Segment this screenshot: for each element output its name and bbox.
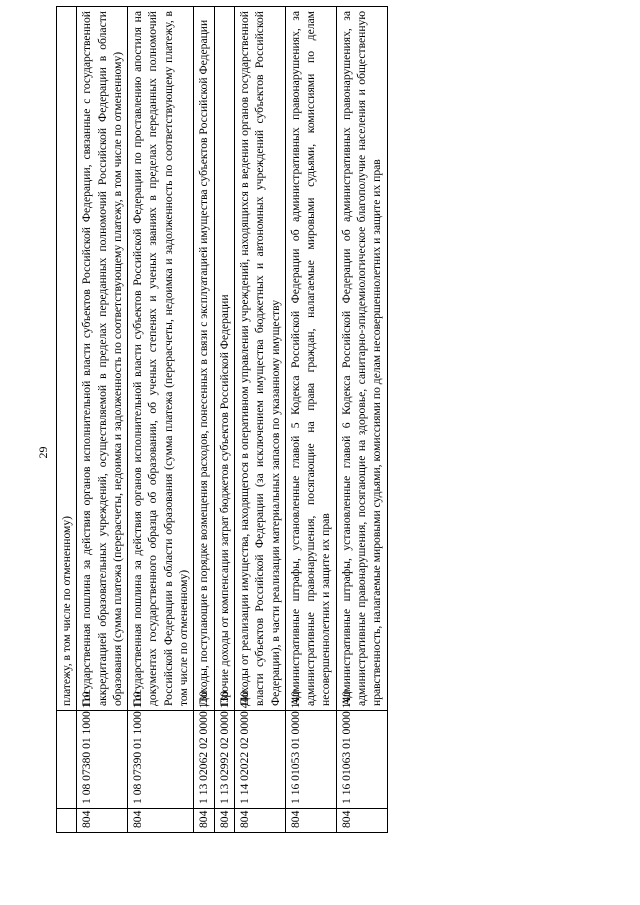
budget-code-cell: 1 16 01063 01 0000 140 bbox=[336, 711, 387, 809]
admin-code-cell: 804 bbox=[285, 809, 336, 833]
table-row-continuation bbox=[57, 7, 77, 833]
table-row bbox=[77, 7, 128, 833]
budget-code-cell: 1 16 01053 01 0000 140 bbox=[285, 711, 336, 809]
admin-code-cell: 804 bbox=[194, 809, 214, 833]
admin-code-cell: 804 bbox=[336, 809, 387, 833]
budget-code-cell: 1 08 07390 01 1000 110 bbox=[128, 711, 194, 809]
budget-codes-table bbox=[56, 6, 388, 833]
description-cell: Доходы, поступающие в порядке возмещения расходов, понесенных в связи с эксплуатацией имущества субъектов Российской Федерации bbox=[194, 7, 214, 711]
table-row bbox=[128, 7, 194, 833]
admin-code-cell: 804 bbox=[128, 809, 194, 833]
page-number: 29 bbox=[36, 446, 50, 459]
description-cell: Государственная пошлина за действия органов исполнительной власти субъектов Российской Федерации по проставлению апостиля на документах государственного образца об образовании, об ученых степенях и ученых званиях в пределах переданных полномочий Российской Федерации в области образования (сумма платежа (перерасчеты, недоимка и задолженность по соответствующему платежу, в том числе по отмененному) bbox=[128, 7, 194, 711]
table-row bbox=[336, 7, 387, 833]
budget-code-cell: 1 14 02022 02 0000 440 bbox=[234, 711, 285, 809]
table-cell-empty bbox=[57, 711, 77, 809]
continuation-text: платежу, в том числе по отмененному) bbox=[57, 7, 77, 711]
description-cell: Прочие доходы от компенсации затрат бюджетов субъектов Российской Федерации bbox=[214, 7, 234, 711]
description-cell: Государственная пошлина за действия органов исполнительной власти субъектов Российской Федерации, связанные с государственной аккредитацией образовательных учреждений, осуществляемой в пределах переданных полномочий Российской Федерации в области образования (сумма платежа (перерасчеты, недоимка и задолженность по соответствующему платежу, в том числе по отмененному) bbox=[77, 7, 128, 711]
budget-code-cell: 1 13 02062 02 0000 130 bbox=[194, 711, 214, 809]
description-cell: Административные штрафы, установленные главой 6 Кодекса Российской Федерации об административных правонарушениях, за административные правонарушения, посягающие на здоровье, санитарно-эпидемиологическое благополучие населения и общественную нравственность, налагаемые мировыми судьями, комиссиями по делам несовершеннолетних и защите их прав bbox=[336, 7, 387, 711]
table-row bbox=[234, 7, 285, 833]
table-cell-empty bbox=[57, 809, 77, 833]
budget-code-cell: 1 08 07380 01 1000 110 bbox=[77, 711, 128, 809]
table-row bbox=[214, 7, 234, 833]
admin-code-cell: 804 bbox=[77, 809, 128, 833]
description-cell: Административные штрафы, установленные главой 5 Кодекса Российской Федерации об административных правонарушениях, за административные правонарушения, посягающие на права граждан, налагаемые мировыми судьями, комиссиями по делам несовершеннолетних и защите их прав bbox=[285, 7, 336, 711]
description-cell: Доходы от реализации имущества, находящегося в оперативном управлении учреждений, находящихся в ведении органов государственной власти субъектов Российской Федерации (за исключением имущества бюджетных и автономных учреждений субъектов Российской Федерации), в части реализации материальных запасов по указанному имуществу bbox=[234, 7, 285, 711]
table-row bbox=[194, 7, 214, 833]
table-row bbox=[285, 7, 336, 833]
admin-code-cell: 804 bbox=[214, 809, 234, 833]
admin-code-cell: 804 bbox=[234, 809, 285, 833]
budget-code-cell: 1 13 02992 02 0000 130 bbox=[214, 711, 234, 809]
